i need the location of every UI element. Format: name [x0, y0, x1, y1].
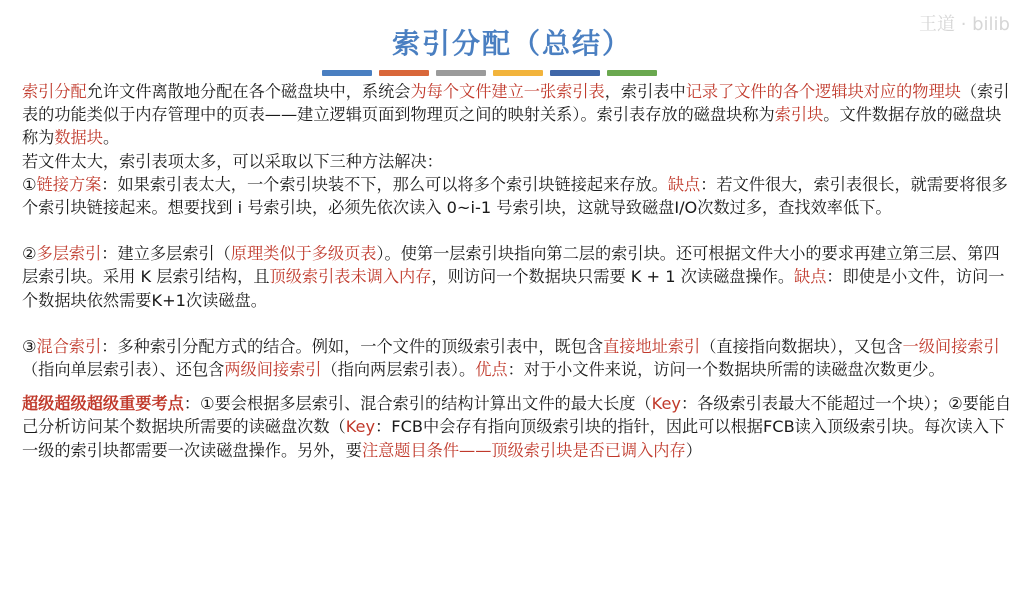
text: ，则访问一个数据块只需要 K + 1 次读磁盘操作。 [431, 267, 795, 287]
spacer [22, 219, 1012, 242]
term: 索引块 [774, 105, 824, 125]
slide-content [22, 80, 1012, 462]
color-segment [607, 70, 657, 76]
paragraph-multilevel-index [22, 242, 1012, 312]
text: ） [685, 440, 702, 460]
text: （直接指向数据块），又包含 [700, 336, 903, 356]
watermark: 王道 · bilib [918, 14, 1010, 35]
text: 。文件数据存放的磁盘块称为 [22, 105, 1002, 148]
text: ）。使第一层索引块指向第二层的索引块。还可根据文件大小的要求再建立第三层、第四层索引块。采用 K 层索引结构，且 [22, 244, 1000, 287]
paragraph-intro [22, 80, 1012, 150]
highlight: 注意题目条件——顶级索引块是否已调入内存 [361, 440, 686, 460]
highlight: 一级间接索引 [902, 336, 1000, 356]
highlight: 两级间接索引 [224, 360, 322, 380]
bullet: ③ [22, 336, 37, 356]
spacer [22, 381, 1012, 392]
color-segment [436, 70, 486, 76]
color-segment [379, 70, 429, 76]
text: （指向单层索引表）、还包含 [22, 360, 225, 380]
text: ：多种索引分配方式的结合。例如，一个文件的顶级索引表中，既包含 [101, 336, 604, 356]
text: ：建立多层索引（ [101, 244, 231, 264]
term: 多层索引 [36, 244, 102, 264]
highlight: 记录了文件的各个逻辑块对应的物理块 [685, 82, 961, 101]
text: ：若文件很大，索引表很长，就需要将很多个索引块链接起来。想要找到 i 号索引块，必须先依次读入 0~i-1 号索引块，这就导致磁盘I/O次数过多，查找效率低下。 [22, 174, 1008, 218]
text: ，索引表中 [604, 82, 686, 101]
title-color-bar [322, 70, 657, 76]
highlight: 顶级索引表未调入内存 [269, 267, 432, 287]
term: 数据块 [54, 128, 103, 148]
text: ：FCB中会存有指向顶级索引块的指针，因此可以根据FCB读入顶级索引块。每次读入下一级的索引块都需要一次读磁盘操作。另外，要 [22, 417, 1006, 460]
color-segment [493, 70, 543, 76]
color-segment [322, 70, 372, 76]
term: 混合索引 [36, 336, 102, 356]
highlight: 原理类似于多级页表 [230, 244, 377, 264]
text: ：如果索引表太大，一个索引块装不下，那么可以将多个索引块链接起来存放。 [101, 174, 668, 194]
label: 优点 [475, 360, 508, 380]
text: 。 [102, 128, 120, 148]
paragraph-key-points [22, 392, 1012, 462]
paragraph-mixed-index [22, 335, 1012, 381]
bullet: ① [22, 174, 37, 194]
key-label: Key [651, 394, 681, 414]
text: （索引表的功能类似于内存管理中的页表——建立逻辑页面到物理页之间的映射关系）。索引表存放的磁盘块称为 [22, 82, 1010, 125]
term: 索引分配 [22, 82, 87, 101]
paragraph-problem: 若文件太大，索引表项太多，可以采取以下三种方法解决： [22, 151, 443, 171]
term: 链接方案 [36, 174, 102, 194]
highlight: 为每个文件建立一张索引表 [410, 82, 605, 101]
key-label: Key [345, 417, 376, 437]
highlight: 直接地址索引 [603, 336, 701, 356]
label: 缺点 [794, 267, 827, 287]
label: 缺点 [667, 174, 701, 194]
color-segment [550, 70, 600, 76]
paragraph-linked-scheme [22, 173, 1012, 219]
text: 允许文件离散地分配在各个磁盘块中，系统会 [86, 82, 411, 101]
spacer [22, 312, 1012, 335]
bullet: ② [22, 244, 37, 264]
text: ：即使是小文件，访问一个数据块依然需要K+1次读磁盘。 [22, 267, 1005, 310]
text: （指向两层索引表）。 [321, 360, 476, 380]
text: ：各级索引表最大不能超过一个块）；②要能自己分析访问某个数据块所需要的读磁盘次数（ [22, 394, 1012, 437]
text: ：对于小文件来说，访问一个数据块所需的读磁盘次数更少。 [507, 360, 945, 380]
text: ：①要会根据多层索引、混合索引的结构计算出文件的最大长度（ [183, 394, 652, 414]
slide-title: 索引分配（总结） [391, 27, 632, 60]
key-points-heading: 超级超级超级重要考点 [22, 394, 184, 414]
